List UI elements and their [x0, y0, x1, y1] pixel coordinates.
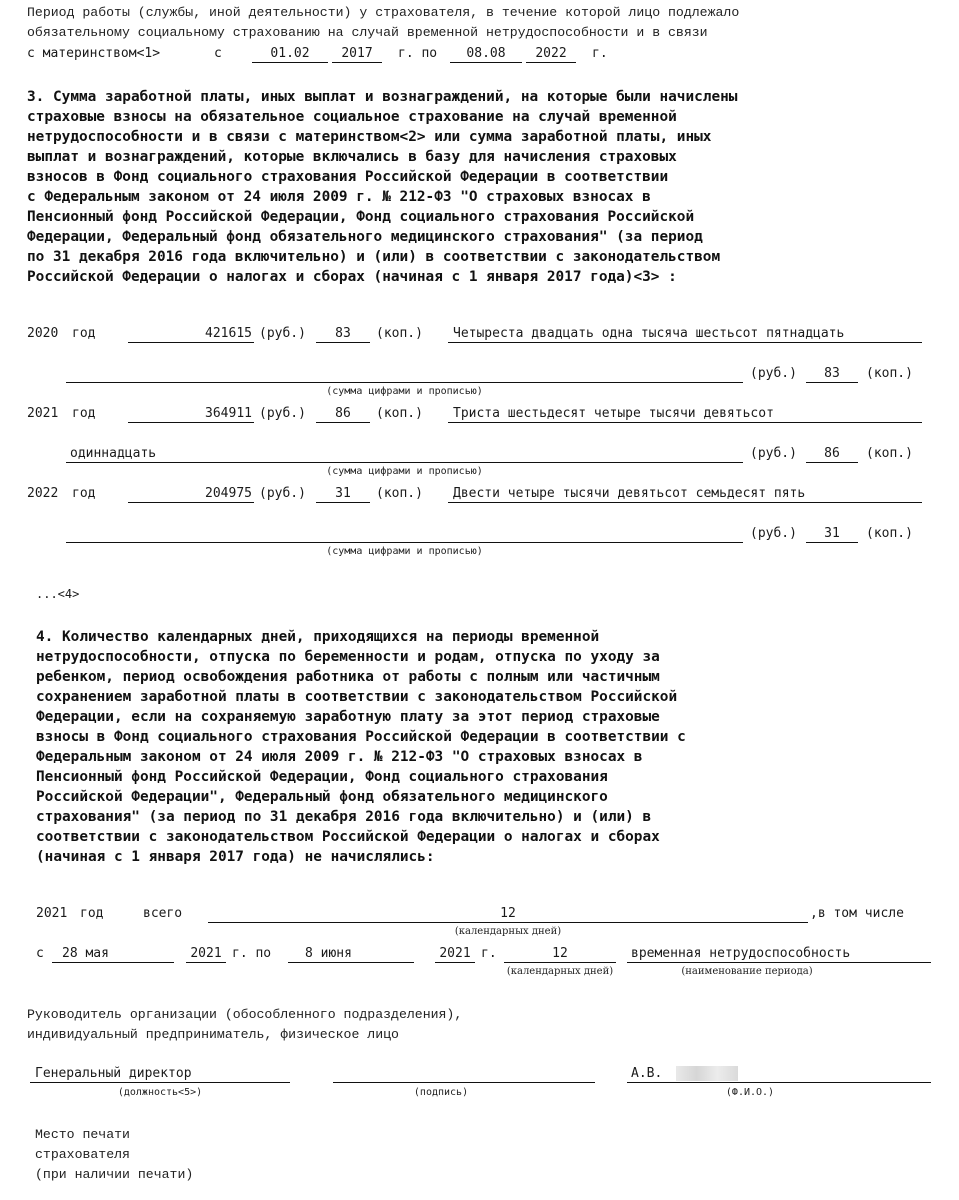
intro-line-1: Период работы (службы, иной деятельности) у страхователя, в течение которой лицо подлежало [27, 5, 740, 20]
signature-position: Генеральный директор [35, 1066, 192, 1081]
salary-kop-line [316, 502, 370, 503]
intro-from-date-line [252, 62, 328, 63]
period-name-caption: (наименование периода) [681, 966, 813, 977]
salary-rub-label-2: (руб.) [750, 366, 797, 381]
salary-rub-line [128, 502, 254, 503]
salary-year: 2022 [27, 486, 59, 501]
section4-line: (начиная с 1 января 2017 года) не начислялись: [36, 849, 435, 865]
salary-year-label: год [72, 406, 96, 421]
intro-to-year: 2022 [535, 46, 567, 61]
intro-from-label: с [214, 46, 222, 61]
stamp-line-1: Место печати [35, 1127, 130, 1142]
section4-line: Российской Федерации", Федеральный фонд обязательного медицинского [36, 789, 608, 805]
section4-line: Федерации, если на сохраняемую заработную плату за этот период страховые [36, 709, 660, 725]
section3-line: Российской Федерации о налогах и сборах (начиная с 1 января 2017 года)<3> : [27, 269, 677, 285]
period-to-year-line [435, 962, 475, 963]
period-to-date: 8 июня [305, 946, 352, 961]
section4-line: Пенсионный фонд Российской Федерации, Фонд социального страхования [36, 769, 608, 785]
section3-line: Пенсионный фонд Российской Федерации, Фонд социального страхования Российской [27, 209, 695, 225]
salary-rub-label-2: (руб.) [750, 526, 797, 541]
section3-line: с Федеральным законом от 24 июля 2009 г. № 212-ФЗ "О страховых взносах в [27, 189, 651, 205]
salary-kop-2: 83 [824, 366, 840, 381]
salary-rub-label: (руб.) [259, 406, 306, 421]
section4-line: ребенком, период освобождения работника от работы с полным или частичным [36, 669, 660, 685]
period-days-line [504, 962, 616, 963]
salary-rub-line [128, 422, 254, 423]
salary-caption: (сумма цифрами и прописью) [326, 546, 483, 557]
salary-kop-label-2: (коп.) [866, 446, 913, 461]
intro-text [27, 3, 739, 43]
period-to-year: 2021 [439, 946, 471, 961]
salary-year-label: год [72, 486, 96, 501]
period-from-year-line [186, 962, 226, 963]
salary-kop-2-line [806, 462, 858, 463]
salary-year: 2020 [27, 326, 59, 341]
salary-kop-label: (коп.) [376, 326, 423, 341]
salary-kop-line [316, 422, 370, 423]
stamp-place [35, 1125, 193, 1184]
salary-words-2-line [66, 542, 743, 543]
salary-rub-line [128, 342, 254, 343]
salary-words-1: Двести четыре тысячи девятьсот семьдесят пять [453, 486, 806, 501]
section3-heading [27, 87, 737, 287]
section4-line: взносы в Фонд социального страхования Российской Федерации в соответствии с [36, 729, 686, 745]
signature-name-line [627, 1082, 931, 1083]
salary-words-2-line [66, 382, 743, 383]
salary-rub: 364911 [205, 406, 252, 421]
salary-kop-label: (коп.) [376, 486, 423, 501]
salary-kop: 86 [335, 406, 351, 421]
section4-line: Федеральным законом от 24 июля 2009 г. № 212-ФЗ "О страховых взносах в [36, 749, 643, 765]
period-days: 12 [552, 946, 568, 961]
signature-sign-caption: (подпись) [413, 1087, 469, 1098]
salary-kop-2: 31 [824, 526, 840, 541]
intro-from-date: 01.02 [270, 46, 310, 61]
salary-words-1-line [448, 342, 922, 343]
section3-line: страховые взносы на обязательное социальное страхование на случай временной [27, 109, 677, 125]
salary-rub: 204975 [205, 486, 252, 501]
section3-line: выплат и вознаграждений, которые включались в базу для начисления страховых [27, 149, 677, 165]
period-from-date-line [52, 962, 174, 963]
stamp-line-3: (при наличии печати) [35, 1166, 194, 1182]
intro-to-date: 08.08 [466, 46, 506, 61]
period-year-end-label: г. [481, 946, 497, 961]
signature-line-1: Руководитель организации (обособленного подразделения), [27, 1007, 463, 1022]
intro-year-end-label: г. [592, 46, 608, 61]
intro-maternity-label: с материнством<1> [27, 46, 161, 61]
salary-year-label: год [72, 326, 96, 341]
intro-from-year-line [332, 62, 382, 63]
signature-line-2: индивидуальный предприниматель, физическое лицо [27, 1026, 399, 1042]
redacted-surname [676, 1066, 738, 1081]
salary-rub-label: (руб.) [259, 326, 306, 341]
section3-line: 3. Сумма заработной платы, иных выплат и вознаграждений, на которые были начислены [27, 89, 738, 105]
intro-to-label: г. по [398, 46, 438, 61]
period-from-label: с [36, 946, 44, 961]
intro-from-year: 2017 [341, 46, 373, 61]
intro-line-2: обязательному социальному страхованию на случай временной нетрудоспособности и в связи [27, 24, 708, 40]
intro-to-date-line [450, 62, 522, 63]
salary-kop-label-2: (коп.) [866, 526, 913, 541]
days-year-label: год [80, 906, 104, 921]
section4-line: 4. Количество календарных дней, приходящихся на периоды временной [36, 629, 600, 645]
salary-kop-2-line [806, 542, 858, 543]
salary-kop-line [316, 342, 370, 343]
salary-words-2: одиннадцать [70, 446, 157, 461]
period-from-year: 2021 [190, 946, 222, 961]
salary-kop: 31 [335, 486, 351, 501]
intro-to-year-line [526, 62, 576, 63]
salary-kop-label: (коп.) [376, 406, 423, 421]
signature-sign-line [333, 1082, 595, 1083]
signature-name-caption: (Ф.И.О.) [725, 1087, 775, 1098]
salary-caption: (сумма цифрами и прописью) [326, 386, 483, 397]
section3-line: по 31 декабря 2016 года включительно) и (или) в соответствии с законодательством [27, 249, 721, 265]
salary-kop-label-2: (коп.) [866, 366, 913, 381]
section4-line: нетрудоспособности, отпуска по беременности и родам, отпуска по уходу за [36, 649, 660, 665]
section4-line: соответствии с законодательством Российской Федерации о налогах и сборах [36, 829, 660, 845]
period-to-label: г. по [232, 946, 272, 961]
days-total-caption: (календарных дней) [454, 926, 562, 937]
salary-words-1: Триста шестьдесят четыре тысячи девятьсот [453, 406, 774, 421]
section3-line: нетрудоспособности и в связи с материнством<2> или сумма заработной платы, иных [27, 129, 712, 145]
period-from-date: 28 мая [62, 946, 109, 961]
signature-intro [27, 1005, 462, 1045]
salary-kop: 83 [335, 326, 351, 341]
section4-line: страхования" (за период по 31 декабря 2016 года включительно) и (или) в [36, 809, 652, 825]
period-days-caption: (календарных дней) [506, 966, 614, 977]
days-total-value: 12 [500, 906, 516, 921]
salary-rub: 421615 [205, 326, 252, 341]
section3-line: взносов в Фонд социального страхования Российской Федерации в соответствии [27, 169, 669, 185]
salary-kop-2-line [806, 382, 858, 383]
days-total-label: всего [143, 906, 183, 921]
stamp-line-2: страхователя [35, 1146, 130, 1162]
days-year: 2021 [36, 906, 68, 921]
salary-caption: (сумма цифрами и прописью) [326, 466, 483, 477]
signature-position-caption: (должность<5>) [117, 1087, 203, 1098]
salary-words-2-line [66, 462, 743, 463]
salary-words-1-line [448, 502, 922, 503]
section3-footnote-ellipsis: ...<4> [36, 587, 80, 601]
period-name: временная нетрудоспособность [631, 946, 851, 961]
period-to-date-line [288, 962, 414, 963]
section4-line: сохранением заработной платы в соответствии с законодательством Российской [36, 689, 678, 705]
section3-line: Федерации, Федеральный фонд обязательного медицинского страхования" (за период [27, 229, 703, 245]
signature-position-line [30, 1082, 290, 1083]
salary-words-1-line [448, 422, 922, 423]
section4-heading [36, 627, 686, 867]
days-total-line [208, 922, 808, 923]
salary-rub-label-2: (руб.) [750, 446, 797, 461]
salary-kop-2: 86 [824, 446, 840, 461]
days-in-that-label: ,в том числе [810, 906, 904, 921]
salary-words-1: Четыреста двадцать одна тысяча шестьсот пятнадцать [453, 326, 845, 341]
period-name-line [627, 962, 931, 963]
salary-rub-label: (руб.) [259, 486, 306, 501]
signature-name: А.В. [631, 1066, 663, 1081]
salary-year: 2021 [27, 406, 59, 421]
